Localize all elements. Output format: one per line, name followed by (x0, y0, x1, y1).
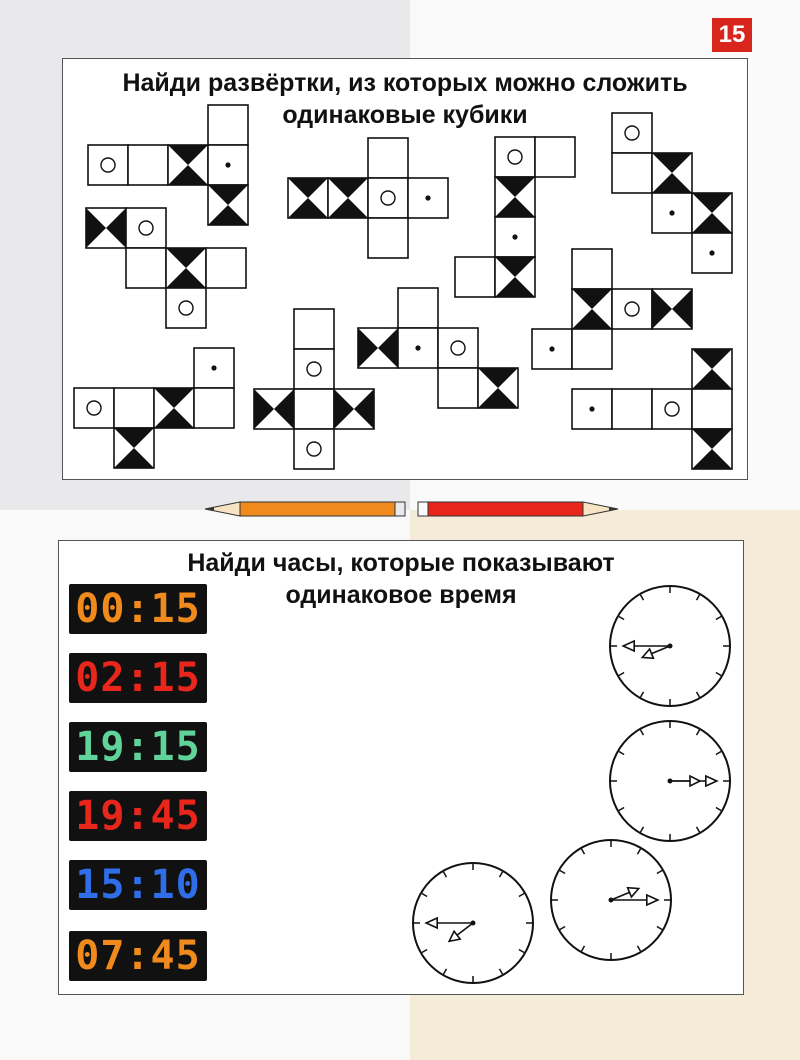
clocks-title-line1: Найди часы, которые показывают (187, 549, 615, 577)
cube-nets-title (63, 67, 747, 131)
digital-clock (69, 860, 207, 910)
pencil-orange (205, 502, 405, 516)
page-number: 15 (712, 18, 752, 52)
digital-clock (69, 931, 207, 981)
digital-clock (69, 584, 207, 634)
clocks-title-line2: одинаковое время (285, 581, 517, 609)
digital-clock-time: 02:15 (75, 655, 201, 701)
digital-clock (69, 791, 207, 841)
digital-clock-time: 19:15 (75, 724, 201, 770)
pencil-red (418, 502, 618, 516)
digital-clock (69, 653, 207, 703)
digital-clock-time: 19:45 (75, 793, 201, 839)
digital-clock (69, 722, 207, 772)
digital-clock-time: 00:15 (75, 586, 201, 632)
digital-clock-time: 07:45 (75, 933, 201, 979)
pencils-divider (0, 495, 800, 525)
cube-nets-title-line1: Найди развёртки, из которых можно сложить (122, 69, 688, 97)
clocks-panel (58, 540, 744, 995)
digital-clock-time: 15:10 (75, 862, 201, 908)
cube-nets-title-line2: одинаковые кубики (282, 101, 528, 129)
cube-nets-panel (62, 58, 748, 480)
